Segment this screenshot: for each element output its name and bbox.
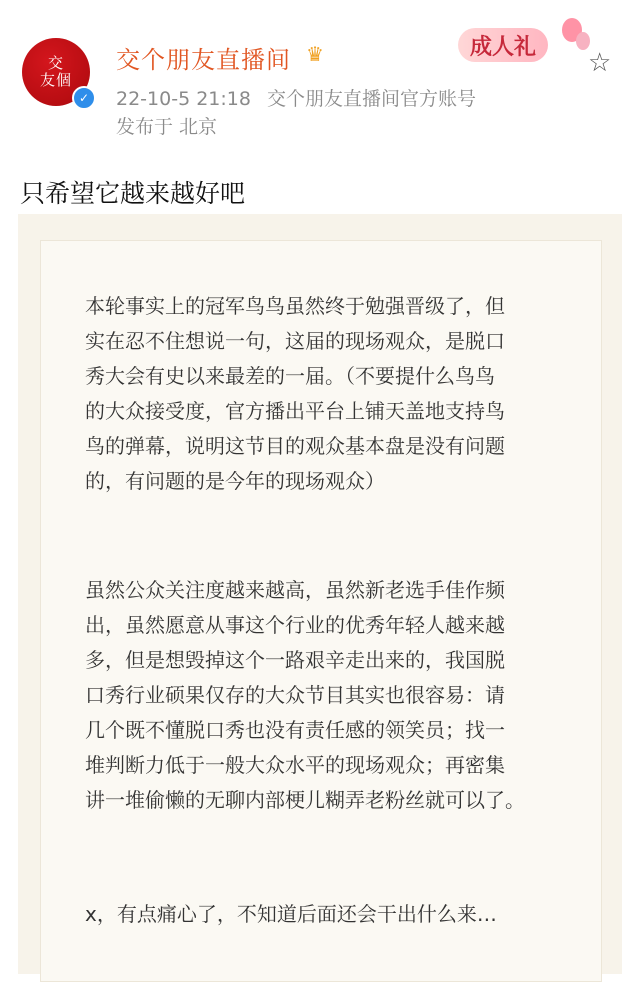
post-text: 只希望它越来越好吧 (20, 179, 246, 208)
avatar-logo-text-2: 友個 (39, 71, 72, 89)
text-line: 鸟的弹幕，说明这节目的观众基本盘是没有问题 (85, 434, 505, 458)
star-icon[interactable]: ☆ (588, 48, 612, 78)
text-line: 本轮事实上的冠军鸟鸟虽然终于勉强晋级了，但 (85, 294, 505, 318)
image-paper (40, 240, 602, 982)
image-paragraph-2 (85, 573, 561, 818)
post-datetime: 22-10-5 21:18 (116, 88, 251, 110)
crown-icon: ♛ (306, 42, 324, 66)
avatar-logo-text-1: 交 (47, 54, 64, 72)
text-line: 秀大会有史以来最差的一届。（不要提什么鸟鸟 (85, 364, 495, 388)
text-line: x，有点痛心了，不知道后面还会干出什么来… (85, 902, 497, 926)
image-paragraph-3 (85, 897, 561, 932)
ceremony-badge[interactable]: 成人礼 (458, 28, 548, 62)
text-line: 虽然公众关注度越来越高，虽然新老选手佳作频 (85, 578, 505, 602)
post-image[interactable] (18, 214, 622, 974)
verified-badge-icon: ✓ (72, 86, 96, 110)
post-header (0, 0, 640, 150)
text-line: 实在忍不住想说一句，这届的现场观众，是脱口 (85, 329, 505, 353)
avatar[interactable] (22, 38, 92, 108)
account-type: 交个朋友直播间官方账号 (267, 88, 477, 110)
text-line: 的，有问题的是今年的现场观众） (85, 469, 385, 493)
text-line: 几个既不懂脱口秀也没有责任感的领笑员；找一 (85, 718, 505, 742)
image-paragraph-1 (85, 289, 561, 499)
text-line: 多，但是想毁掉这个一路艰辛走出来的，我国脱 (85, 648, 505, 672)
text-line: 出，虽然愿意从事这个行业的优秀年轻人越来越 (85, 613, 505, 637)
text-line: 的大众接受度，官方播出平台上铺天盖地支持鸟 (85, 399, 505, 423)
post-meta (116, 84, 476, 111)
username-link[interactable]: 交个朋友直播间 (116, 46, 291, 74)
text-line: 堆判断力低于一般大众水平的现场观众；再密集 (85, 753, 505, 777)
post-location: 发布于 北京 (116, 116, 218, 138)
text-line: 讲一堆偷懒的无聊内部梗儿糊弄老粉丝就可以了。 (85, 788, 525, 812)
text-line: 口秀行业硕果仅存的大众节目其实也很容易：请 (85, 683, 505, 707)
